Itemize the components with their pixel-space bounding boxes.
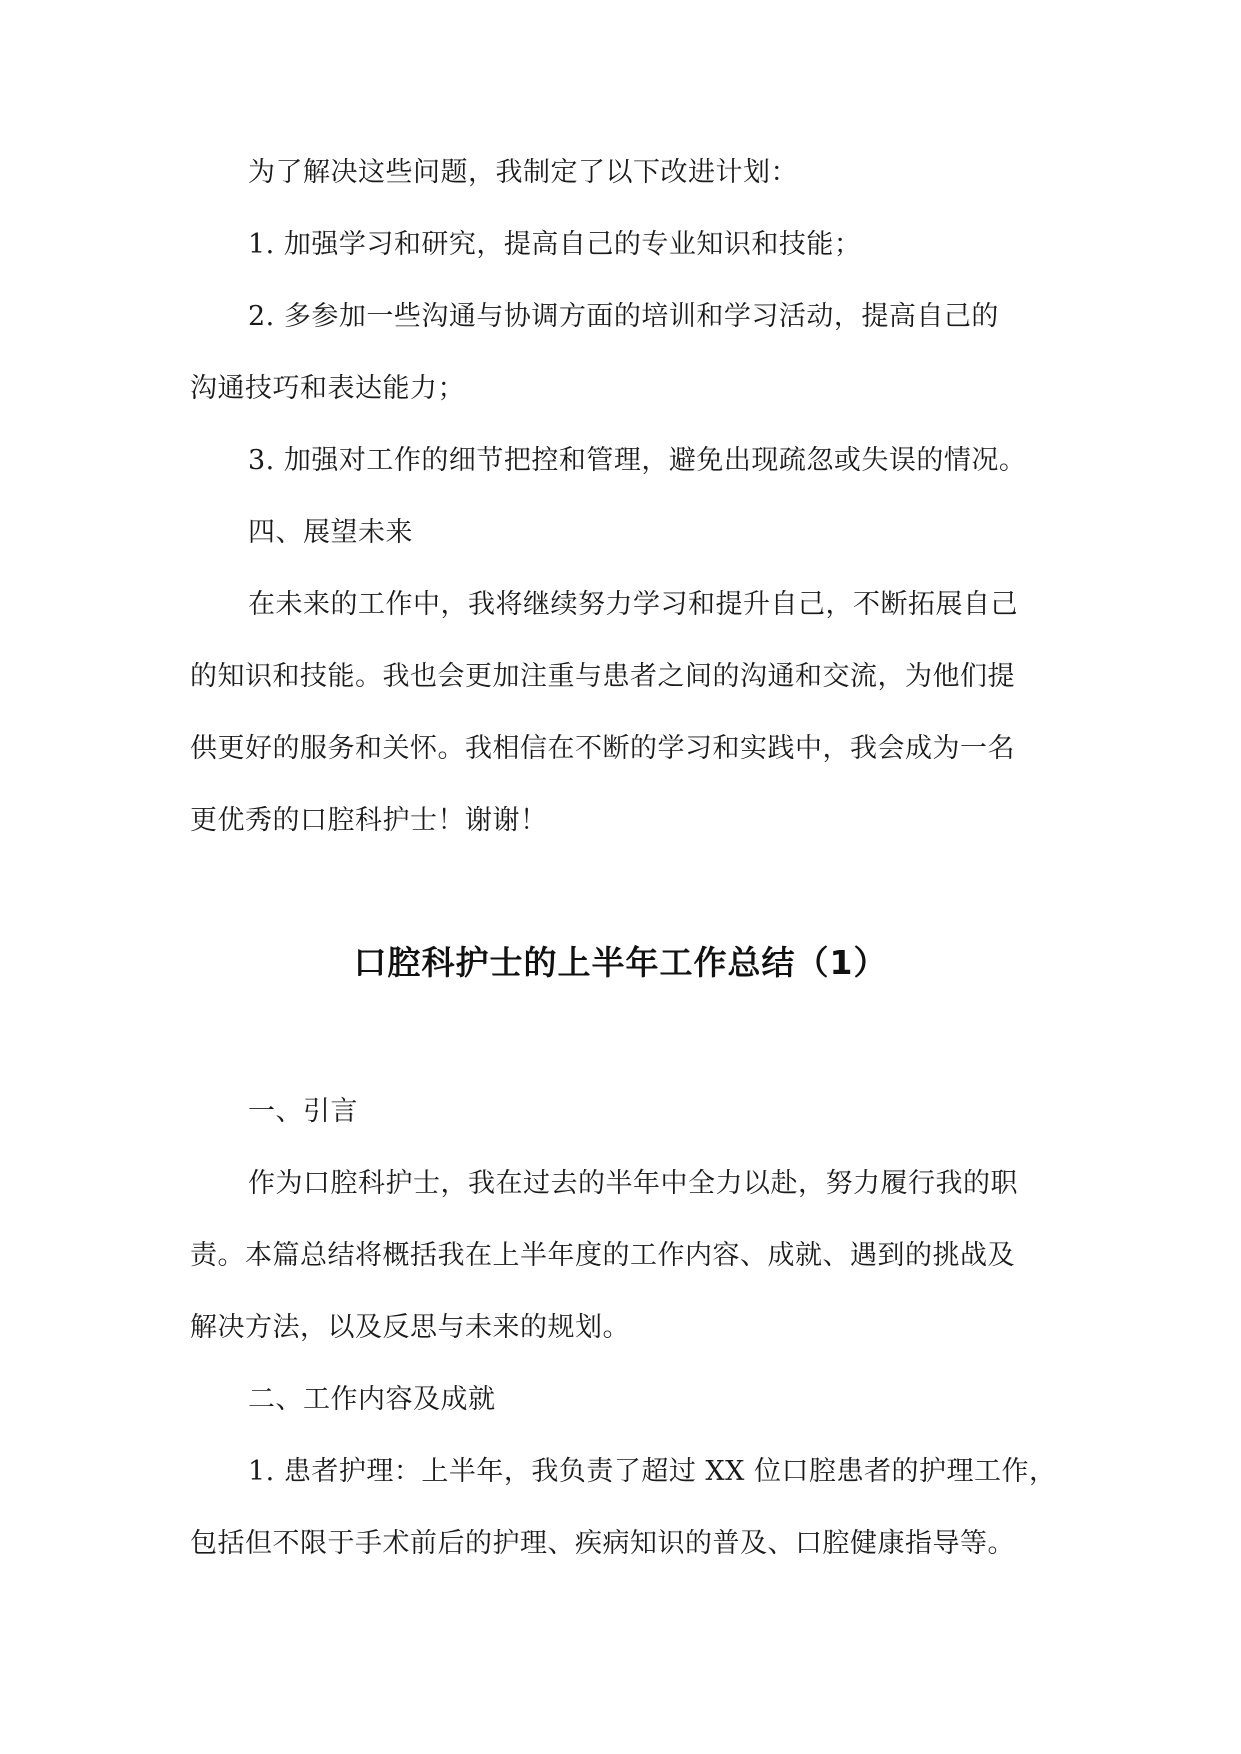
paragraph-outlook-line-4: 更优秀的口腔科护士！谢谢！ <box>190 805 548 836</box>
paragraph-introduction-line-1: 作为口腔科护士，我在过去的半年中全力以赴，努力履行我的职 <box>248 1168 1018 1199</box>
paragraph-outlook-line-2: 的知识和技能。我也会更加注重与患者之间的沟通和交流，为他们提 <box>190 661 1015 692</box>
list-item-patient-care: 1. 患者护理：上半年，我负责了超过 XX 位口腔患者的护理工作， <box>248 1456 1057 1487</box>
section-heading-introduction: 一、引言 <box>248 1096 358 1127</box>
section-heading-outlook: 四、展望未来 <box>248 517 413 548</box>
document-title: 口腔科护士的上半年工作总结（1） <box>353 943 888 982</box>
list-item-3: 3. 加强对工作的细节把控和管理，避免出现疏忽或失误的情况。 <box>248 445 1027 476</box>
paragraph-outlook-line-3: 供更好的服务和关怀。我相信在不断的学习和实践中，我会成为一名 <box>190 733 1015 764</box>
list-item-2-continued: 沟通技巧和表达能力； <box>190 373 465 404</box>
paragraph-introduction-line-2: 责。本篇总结将概括我在上半年度的工作内容、成就、遇到的挑战及 <box>190 1240 1015 1271</box>
list-item-1: 1. 加强学习和研究，提高自己的专业知识和技能； <box>248 229 862 260</box>
improvement-plan-section <box>190 137 1060 857</box>
summary-section <box>190 1076 1060 1580</box>
paragraph-introduction-line-3: 解决方法，以及反思与未来的规划。 <box>190 1312 630 1343</box>
paragraph-outlook-line-1: 在未来的工作中，我将继续努力学习和提升自己，不断拓展自己 <box>248 589 1018 620</box>
paragraph-intro: 为了解决这些问题，我制定了以下改进计划： <box>248 157 798 188</box>
list-item-2: 2. 多参加一些沟通与协调方面的培训和学习活动，提高自己的 <box>248 301 999 332</box>
section-heading-work-content: 二、工作内容及成就 <box>248 1384 496 1415</box>
list-item-patient-care-continued: 包括但不限于手术前后的护理、疾病知识的普及、口腔健康指导等。 <box>190 1528 1015 1559</box>
